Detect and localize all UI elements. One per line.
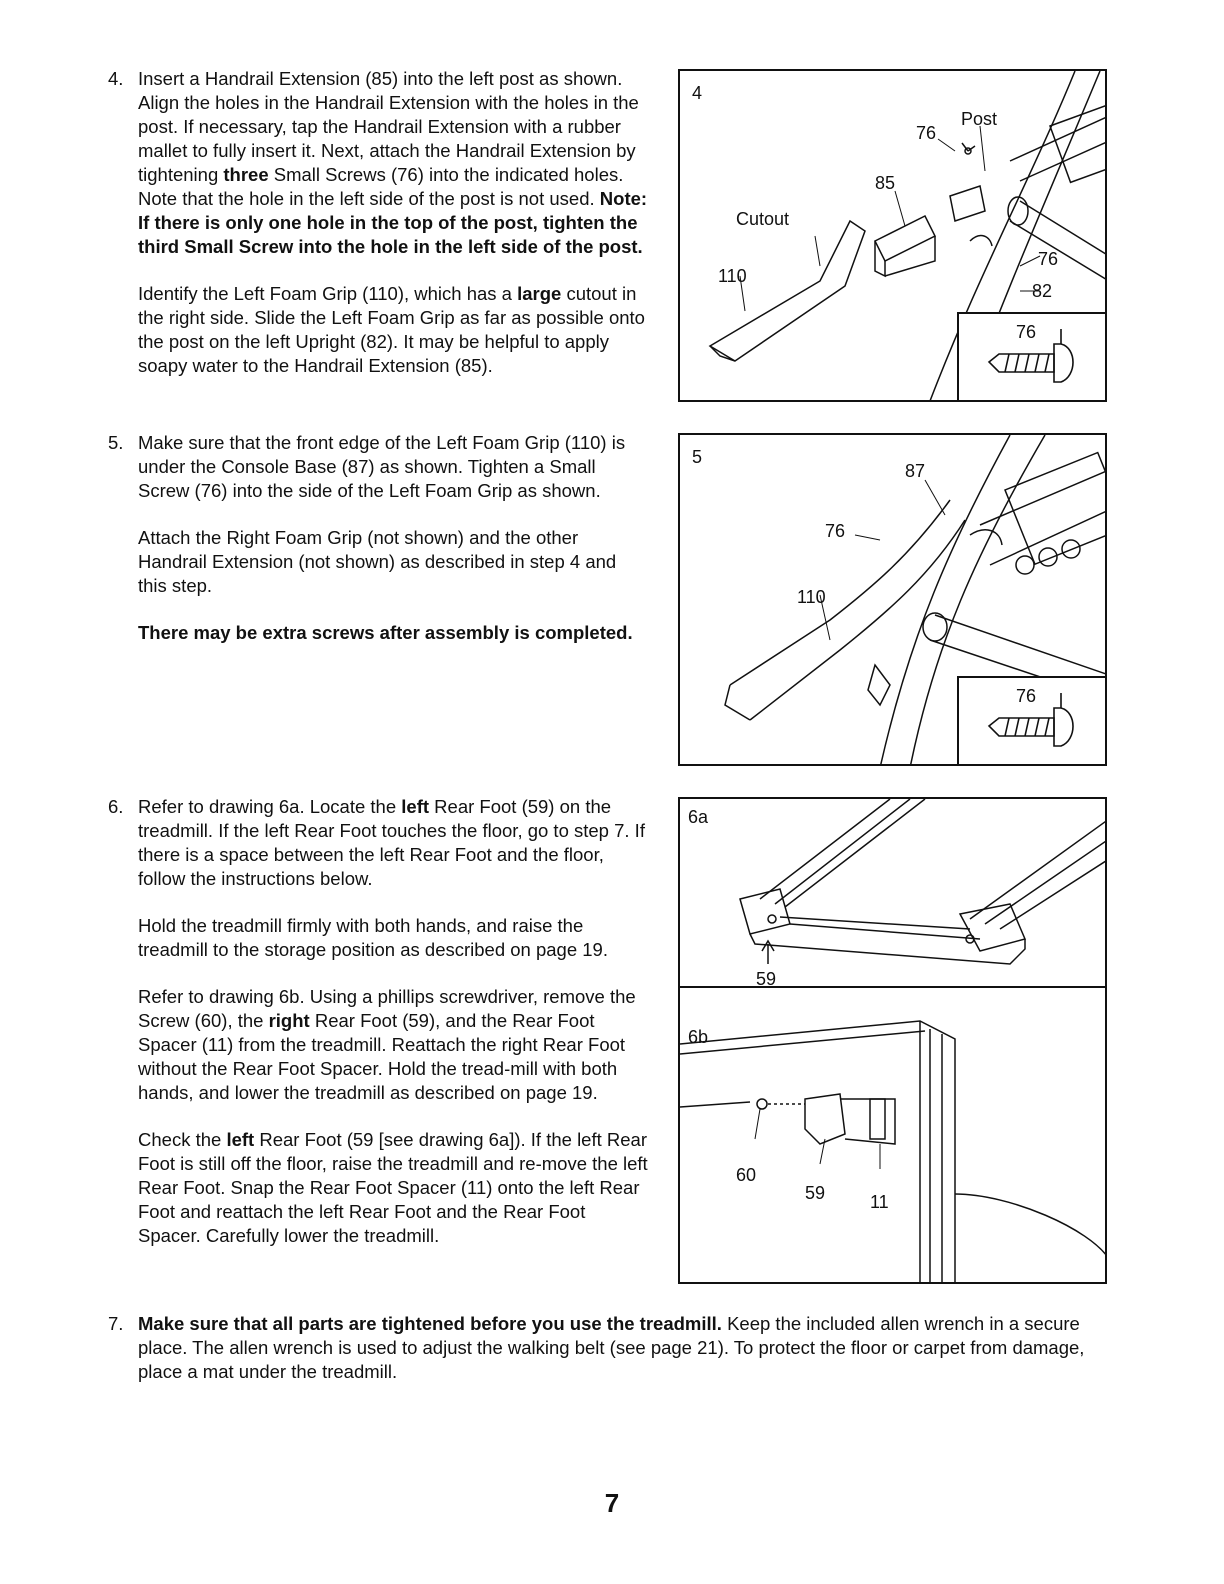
- step-number: 7.: [108, 1313, 124, 1334]
- step-paragraph: Identify the Left Foam Grip (110), which has a large cutout in the right side. Slide the Left Foam Grip as far as possible onto the post on the left Upright (82). It may be helpful to apply soapy water to the Handrail Extension (85).: [138, 283, 645, 376]
- figure-label: 5: [692, 447, 703, 467]
- step-paragraph: Make sure that all parts are tightened before you use the treadmill. Keep the included allen wrench in a secure place. The allen wrench is used to adjust the walking belt (see page 21). To protect the floor or carpet from damage, place a mat under the treadmill.: [138, 1313, 1085, 1382]
- figure-label: 6b: [688, 1027, 709, 1047]
- callout-cutout: Cutout: [736, 209, 790, 229]
- step-warning: There may be extra screws after assembly is completed.: [138, 622, 633, 643]
- callout-76: 76: [825, 521, 846, 541]
- callout-87: 87: [905, 461, 926, 481]
- figure-label: 4: [692, 83, 703, 103]
- rear-foot-drawing: [680, 799, 1107, 1284]
- callout-76: 76: [1016, 322, 1037, 342]
- callout-76: 76: [1038, 249, 1059, 269]
- figure-6: [678, 797, 1107, 1284]
- step-paragraph: Check the left Rear Foot (59 [see drawing 6a]). If the left Rear Foot is still off the floor, raise the treadmill and re-move the left Rear Foot. Snap the Rear Foot Spacer (11) onto the left Rear Foot and reattach the left Rear Foot and the Rear Foot Spacer. Carefully lower the treadmill.: [138, 1129, 648, 1246]
- step-paragraph: Make sure that the front edge of the Left Foam Grip (110) is under the Console Base (87) as shown. Tighten a Small Screw (76) into the side of the Left Foam Grip as shown.: [138, 432, 626, 501]
- step-paragraph: Attach the Right Foam Grip (not shown) and the other Handrail Extension (not shown) as described in step 4 and this step.: [138, 527, 617, 596]
- screw-inset: [957, 312, 1107, 402]
- callout-85: 85: [875, 173, 896, 193]
- callout-11: 11: [870, 1192, 889, 1212]
- step-4: [108, 67, 648, 401]
- step-paragraph: Refer to drawing 6b. Using a phillips screwdriver, remove the Screw (60), the right Rear Foot (59), and the Rear Foot Spacer (11) from the treadmill. Reattach the right Rear Foot without the Rear Foot Spacer. Hold the tread-mill with both hands, and lower the treadmill as described on page 19.: [138, 986, 636, 1103]
- step-paragraph: Hold the treadmill firmly with both hands, and raise the treadmill to the storage position as described on page 19.: [138, 915, 608, 960]
- step-7: [108, 1312, 1108, 1384]
- callout-60: 60: [736, 1165, 757, 1185]
- callout-59: 59: [805, 1183, 826, 1203]
- callout-post: Post: [961, 109, 998, 129]
- page-number: 7: [604, 1488, 620, 1518]
- callout-82: 82: [1032, 281, 1053, 301]
- step-5: [108, 431, 648, 668]
- step-paragraph: Insert a Handrail Extension (85) into the left post as shown. Align the holes in the Handrail Extension with the holes in the post. If necessary, tap the Handrail Extension with a rubber mallet to fully insert it. Next, attach the Handrail Extension by tightening three Small Screws (76) into the indicated holes. Note that the hole in the left side of the post is not used. Note: If there is only one hole in the top of the post, tighten the third Small Screw into the hole in the left side of the post.: [138, 68, 648, 257]
- step-paragraph: Refer to drawing 6a. Locate the left Rear Foot (59) on the treadmill. If the left Rear Foot touches the floor, go to step 7. If there is a space between the left Rear Foot and the floor, follow the instructions below.: [138, 796, 645, 889]
- callout-110: 110: [797, 587, 826, 607]
- callout-110: 110: [718, 266, 747, 286]
- callout-76: 76: [1016, 686, 1037, 706]
- step-number: 6.: [108, 796, 124, 817]
- screw-icon: [959, 678, 1107, 766]
- screw-inset: [957, 676, 1107, 766]
- callout-76: 76: [916, 123, 937, 143]
- figure-4: [678, 69, 1107, 402]
- step-number: 4.: [108, 68, 124, 89]
- step-6: [108, 795, 648, 1271]
- figure-5: [678, 433, 1107, 766]
- screw-icon: [959, 314, 1107, 402]
- figure-label: 6a: [688, 807, 709, 827]
- callout-59: 59: [756, 969, 777, 989]
- step-number: 5.: [108, 432, 124, 453]
